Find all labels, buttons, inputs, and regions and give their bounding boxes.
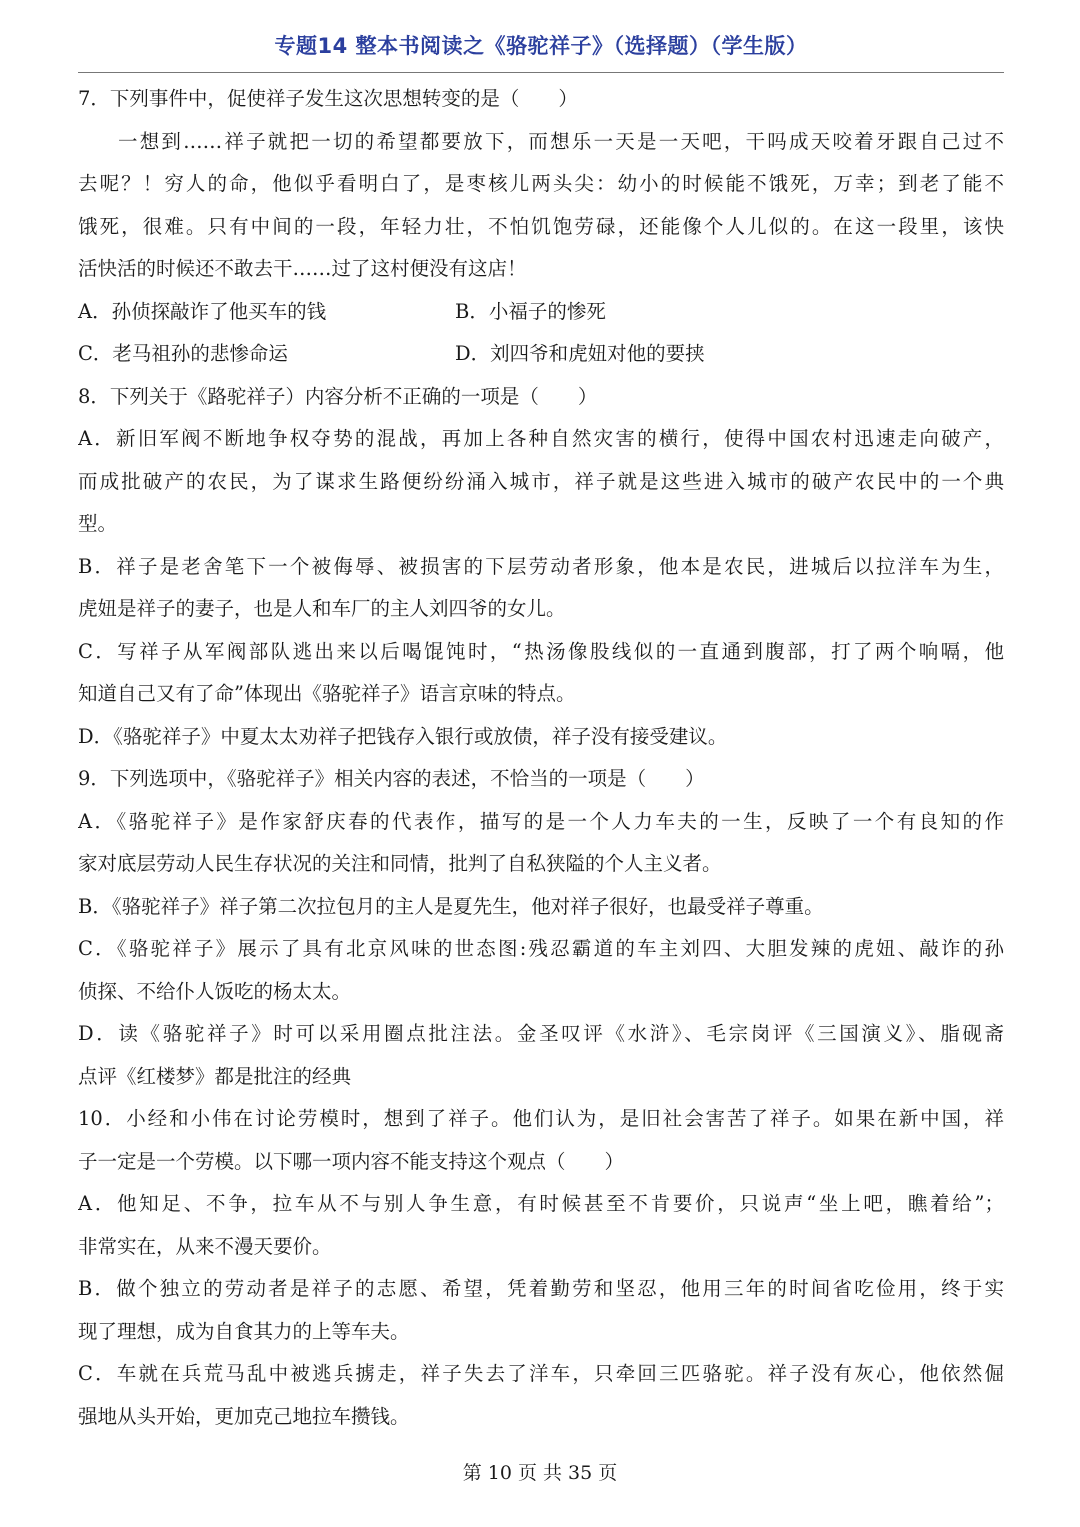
q8-option-a-line: 而成批破产的农民，为了谋求生路便纷纷涌入城市，祥子就是这些进入城市的破产农民中的一个典 xyxy=(78,469,1004,493)
q7-passage-line: 一想到……祥子就把一切的希望都要放下，而想乐一天是一天吧，干吗成天咬着牙跟自己过不 xyxy=(118,129,1004,153)
q7-option-c: C．老马祖孙的悲惨命运 xyxy=(78,342,288,365)
q8-option-c-line: 知道自己又有了命”体现出《骆驼祥子》语言京味的特点。 xyxy=(78,682,576,705)
q10-stem-line: 子一定是一个劳模。以下哪一项内容不能支持这个观点（ ） xyxy=(78,1149,625,1173)
q8-option-b-line: B．祥子是老舍笔下一个被侮辱、被损害的下层劳动者形象，他本是农民，进城后以拉洋车为生， xyxy=(78,554,1004,578)
q10-option-b-line: 现了理想，成为自食其力的上等车夫。 xyxy=(78,1319,410,1343)
q8-option-b-line: 虎妞是祥子的妻子，也是人和车厂的主人刘四爷的女儿。 xyxy=(78,597,566,620)
q7-option-a: A．孙侦探敲诈了他买车的钱 xyxy=(78,299,327,323)
q10-option-a-line: A．他知足、不争，拉车从不与别人争生意，有时候甚至不肯要价，只说声“坐上吧，瞧着给”； xyxy=(78,1192,1004,1215)
q9-option-d-line: 点评《红楼梦》都是批注的经典 xyxy=(78,1064,352,1088)
q10-stem-line: 10．小经和小伟在讨论劳模时，想到了祥子。他们认为，是旧社会害苦了祥子。如果在新中国，祥 xyxy=(78,1107,1004,1130)
q9-option-b-line: B．《骆驼祥子》祥子第二次拉包月的主人是夏先生，他对祥子很好，也最受祥子尊重。 xyxy=(78,894,824,918)
q10-option-a-line: 非常实在，从来不漫天要价。 xyxy=(78,1234,332,1258)
q8-option-a-line: A．新旧军阀不断地争权夺势的混战，再加上各种自然灾害的横行，使得中国农村迅速走向破产， xyxy=(78,427,1004,450)
q9-stem: 9．下列选项中，《骆驼祥子》相关内容的表述，不恰当的一项是（ ） xyxy=(78,767,705,790)
q10-option-b-line: B．做个独立的劳动者是祥子的志愿、希望，凭着勤劳和坚忍，他用三年的时间省吃俭用，终于实 xyxy=(78,1277,1004,1300)
q7-passage-line: 饿死，很难。只有中间的一段，年轻力壮，不怕饥饱劳碌，还能像个人儿似的。在这一段里，该快 xyxy=(78,214,1004,238)
page-number-footer: 第 10 页 共 35 页 xyxy=(462,1462,618,1484)
q9-option-a-line: 家对底层劳动人民生存状况的关注和同情，批判了自私狭隘的个人主义者。 xyxy=(78,852,722,875)
q9-option-d-line: D．读《骆驼祥子》时可以采用圈点批注法。金圣叹评《水浒》、毛宗岗评《三国演义》、脂砚斋 xyxy=(78,1022,1004,1045)
q8-option-d-line: D．《骆驼祥子》中夏太太劝祥子把钱存入银行或放债，祥子没有接受建议。 xyxy=(78,724,728,748)
q7-options-row xyxy=(78,291,1004,334)
q10-option-c-line: 强地从头开始，更加克己地拉车攒钱。 xyxy=(78,1404,410,1428)
q9-option-a-line: A．《骆驼祥子》是作家舒庆春的代表作，描写的是一个人力车夫的一生，反映了一个有良知的作 xyxy=(78,809,1004,833)
q7-option-b: B．小福子的惨死 xyxy=(455,299,606,323)
q8-stem: 8．下列关于《路驼祥子）内容分析不正确的一项是（ ） xyxy=(78,384,598,408)
header-divider xyxy=(78,72,1004,73)
q7-stem: 7．下列事件中，促使祥子发生这次思想转变的是（ ） xyxy=(78,87,578,110)
main-content xyxy=(78,78,1004,1438)
q10-option-c-line: C．车就在兵荒马乱中被逃兵掳走，祥子失去了洋车，只牵回三匹骆驼。祥子没有灰心，他依然倔 xyxy=(78,1362,1004,1385)
q8-option-a-line: 型。 xyxy=(78,512,118,535)
q8-option-c-line: C．写祥子从军阀部队逃出来以后喝馄饨时，“热汤像股线似的一直通到腹部，打了两个响嗝，他 xyxy=(78,639,1004,663)
q7-passage-line: 活快活的时候还不敢去干……过了这村便没有这店！ xyxy=(78,257,527,280)
q9-option-c-line: 侦探、不给仆人饭吃的杨太太。 xyxy=(78,979,352,1003)
page-header-title: 专题14 整本书阅读之《骆驼祥子》（选择题）（学生版） xyxy=(274,34,808,58)
q7-passage-line: 去呢？！穷人的命，他似乎看明白了，是枣核儿两头尖：幼小的时候能不饿死，万幸；到老了能不 xyxy=(78,172,1004,195)
q7-option-d: D．刘四爷和虎妞对他的要挟 xyxy=(455,342,705,365)
q7-options-row xyxy=(78,333,1004,376)
q9-option-c-line: C．《骆驼祥子》展示了具有北京风味的世态图:残忍霸道的车主刘四、大胆发辣的虎妞、敲诈的孙 xyxy=(78,937,1004,960)
